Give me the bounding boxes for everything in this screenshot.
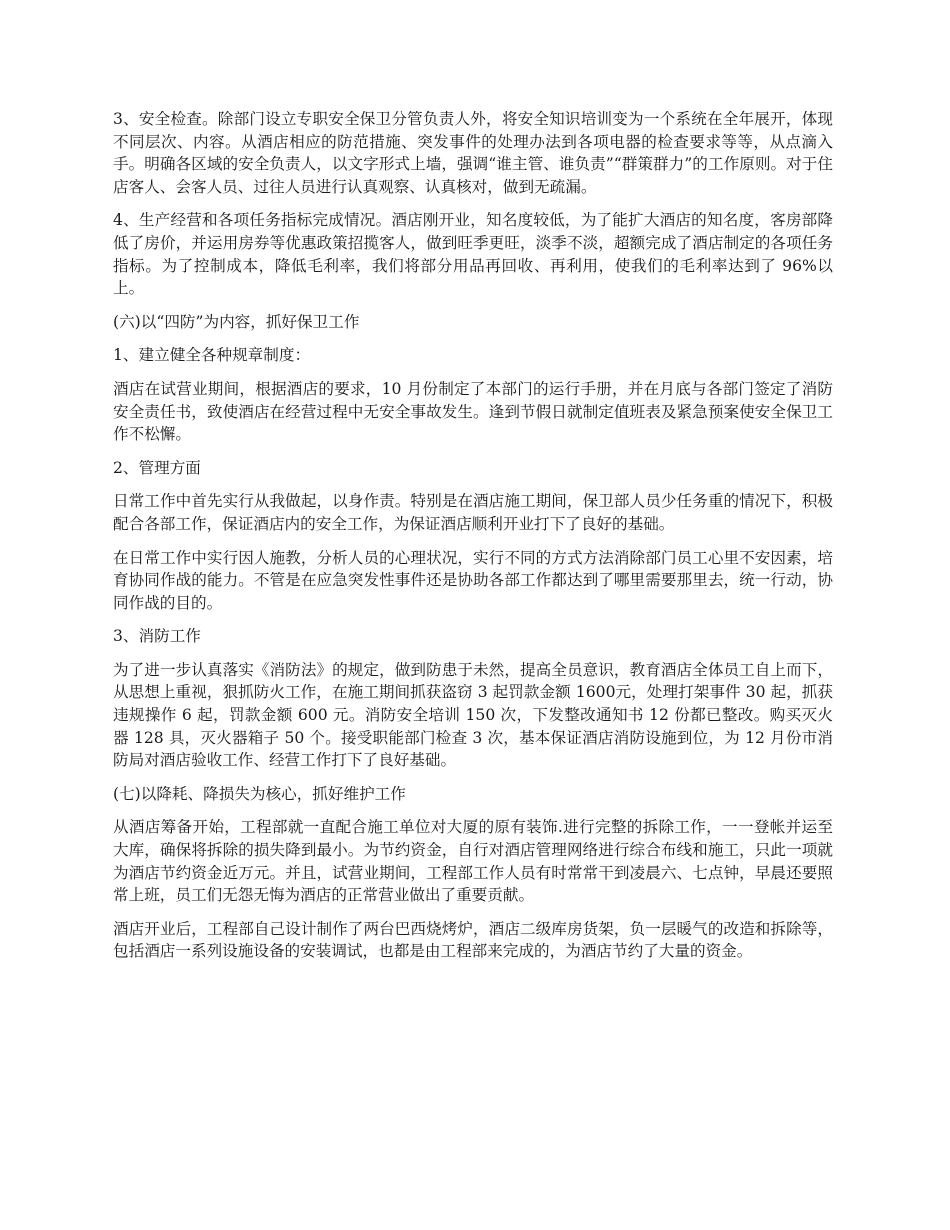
- subheading-rules: 1、建立健全各种规章制度：: [113, 346, 311, 365]
- subheading-management: 2、管理方面: [113, 458, 201, 477]
- paragraph-lead-by-example: 日常工作中首先实行从我做起，以身作责。特别是在酒店施工期间，保卫部人员少任务重的情况下，积极配合各部工作，保证酒店内的安全工作，为保证酒店顺利开业打下了良好的基础。: [113, 492, 833, 533]
- section-heading-seven: (七)以降耗、降损失为核心，抓好维护工作: [113, 784, 406, 803]
- subheading-fire-safety: 3、消防工作: [113, 627, 201, 646]
- paragraph-operations-manual: 酒店在试营业期间，根据酒店的要求，10 月份制定了本部门的运行手册，并在月底与各部门签定了消防安全责任书，致使酒店在经营过程中无安全事故发生。逢到节假日就制定值班表及紧急预案使安全保卫工作不松懈。: [113, 379, 833, 444]
- paragraph-business-targets: 4、生产经营和各项任务指标完成情况。酒店刚开业，知名度较低，为了能扩大酒店的知名度，客房部降低了房价，并运用房券等优惠政策招揽客人，做到旺季更旺，淡季不淡，超额完成了酒店制定的各项任务指标。为了控制成本，降低毛利率，我们将部分用品再回收、再利用，使我们的毛利率达到了 96%以上。: [113, 211, 833, 298]
- paragraph-teaching: 在日常工作中实行因人施教，分析人员的心理状况，实行不同的方式方法消除部门员工心里不安因素，培育协同作战的能力。不管是在应急突发性事件还是协助各部工作都达到了哪里需要那里去，统一行动，协同作战的目的。: [113, 548, 833, 612]
- paragraph-security-inspection: 3、安全检查。除部门设立专职安全保卫分管负责人外，将安全知识培训变为一个系统在全年展开，体现不同层次、内容。从酒店相应的防范措施、突发事件的处理办法到各项电器的检查要求等等，从点滴入手。明确各区域的安全负责人，以文字形式上墙，强调“谁主管、谁负责”“群策群力”的工作原则。对于住店客人、会客人员、过往人员进行认真观察、认真核对，做到无疏漏。: [113, 110, 833, 196]
- paragraph-engineering-after-opening: 酒店开业后，工程部自己设计制作了两台巴西烧烤炉，酒店二级库房货架，负一层暖气的改造和拆除等，包括酒店一系列设施设备的安装调试，也都是由工程部来完成的，为酒店节约了大量的资金。: [113, 919, 833, 961]
- section-heading-six: (六)以“四防”为内容，抓好保卫工作: [113, 312, 360, 331]
- paragraph-engineering-preparation: 从酒店筹备开始，工程部就一直配合施工单位对大厦的原有装饰.进行完整的拆除工作，一一登帐并运至大库，确保将拆除的损失降到最小。为节约资金，自行对酒店管理网络进行综合布线和施工，只此一项就为酒店节约资金近万元。并且，试营业期间，工程部工作人员有时常常干到凌晨六、七点钟，早晨还要照常上班，员工们无怨无悔为酒店的正常营业做出了重要贡献。: [113, 818, 833, 905]
- paragraph-fire-law: 为了进一步认真落实《消防法》的规定，做到防患于未然，提高全员意识，教育酒店全体员工自上而下，从思想上重视，狠抓防火工作，在施工期间抓获盗窃 3 起罚款金额 1600元，处理打架事件 30 起，抓获违规操作 6 起，罚款金额 600 元。消防安全培训 150 次，下发整改通知书 12 份都已整改。购买灭火器 128 具，灭火器箱子 50 个。接受职能部门检查 3 次，基本保证酒店消防设施到位，为 12 月份市消防局对酒店验收工作、经营工作打下了良好基础。: [113, 660, 833, 770]
- document-body: [113, 108, 833, 974]
